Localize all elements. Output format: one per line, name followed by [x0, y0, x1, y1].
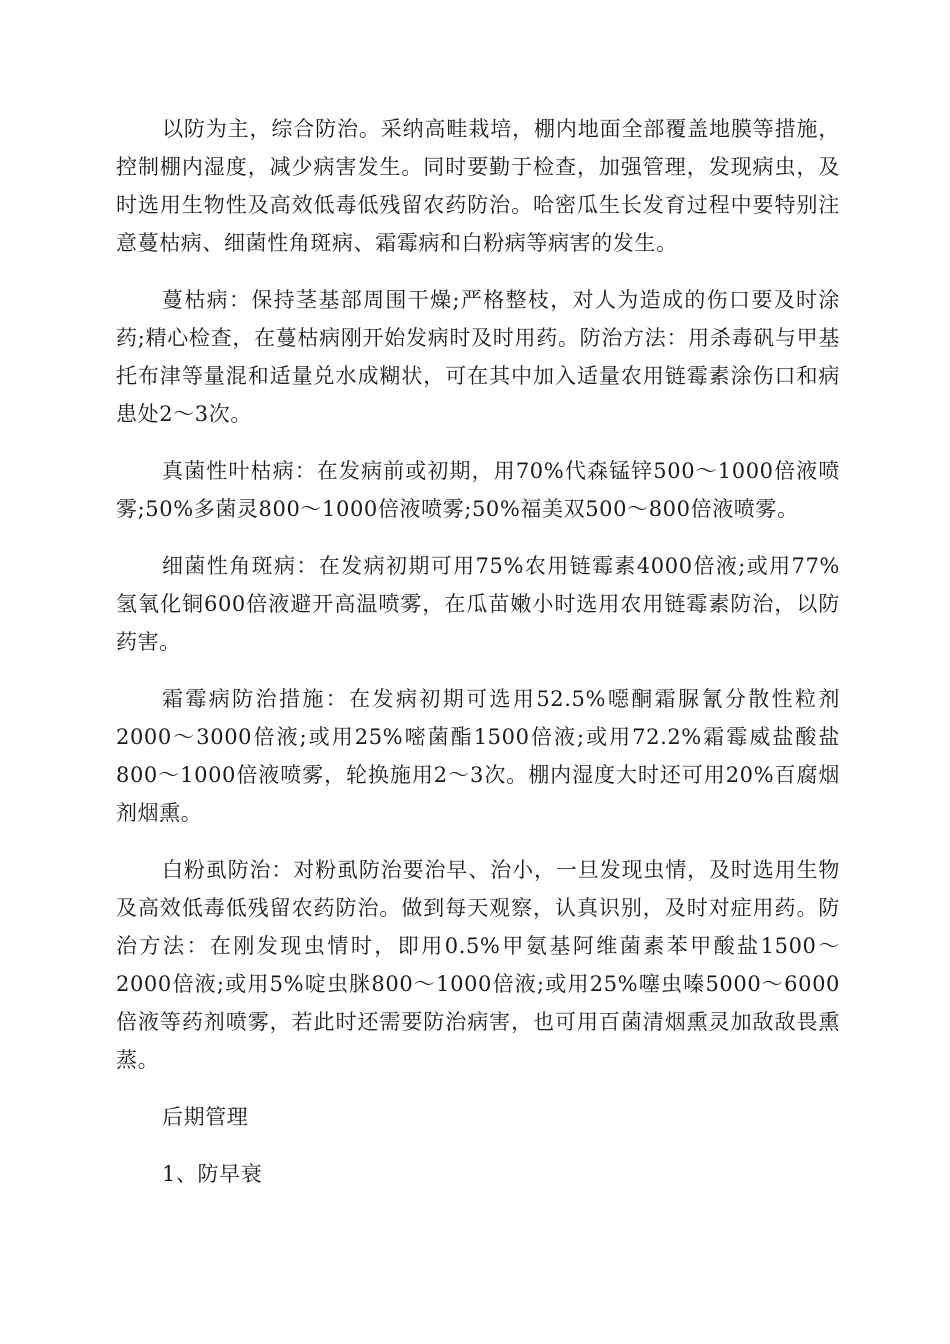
paragraph-fungal-leaf-blight: 真菌性叶枯病：在发病前或初期，用70%代森锰锌500～1000倍液喷雾;50%多菌灵800～1000倍液喷雾;50%福美双500～800倍液喷雾。	[116, 459, 840, 521]
paragraph-prevention-principle: 以防为主，综合防治。采纳高畦栽培，棚内地面全部覆盖地膜等措施，控制棚内湿度，减少病害发生。同时要勤于检查，加强管理，发现病虫，及时选用生物性及高效低毒低残留农药防治。哈密瓜生长发育过程中要特别注意蔓枯病、细菌性角斑病、霜霉病和白粉病等病害的发生。	[116, 117, 840, 255]
paragraph-bacterial-angular-leaf-spot: 细菌性角斑病：在发病初期可用75%农用链霉素4000倍液;或用77%氢氧化铜600倍液避开高温喷雾，在瓜苗嫩小时选用农用链霉素防治，以防药害。	[116, 554, 840, 654]
document-body	[116, 110, 840, 1212]
paragraph-downy-mildew: 霜霉病防治措施：在发病初期可选用52.5%噁酮霜脲氰分散性粒剂2000～3000倍液;或用25%嘧菌酯1500倍液;或用72.2%霜霉威盐酸盐800～1000倍液喷雾，轮换施用2～3次。棚内湿度大时还可用20%百腐烟剂烟熏。	[116, 687, 840, 825]
subheading-prevent-early-senescence: 1、防早衰	[162, 1162, 263, 1186]
section-heading-late-management: 后期管理	[162, 1105, 249, 1129]
paragraph-gummy-stem-blight: 蔓枯病：保持茎基部周围干燥;严格整枝，对人为造成的伤口要及时涂药;精心检查，在蔓枯病刚开始发病时及时用药。防治方法：用杀毒矾与甲基托布津等量混和适量兑水成糊状，可在其中加入适量农用链霉素涂伤口和病患处2～3次。	[116, 288, 840, 426]
paragraph-whitefly-control: 白粉虱防治：对粉虱防治要治早、治小，一旦发现虫情，及时选用生物及高效低毒低残留农药防治。做到每天观察，认真识别，及时对症用药。防治方法：在刚发现虫情时，即用0.5%甲氨基阿维菌素苯甲酸盐1500～2000倍液;或用5%啶虫脒800～1000倍液;或用25%噻虫嗪5000～6000倍液等药剂喷雾，若此时还需要防治病害，也可用百菌清烟熏灵加敌敌畏熏蒸。	[116, 858, 840, 1072]
